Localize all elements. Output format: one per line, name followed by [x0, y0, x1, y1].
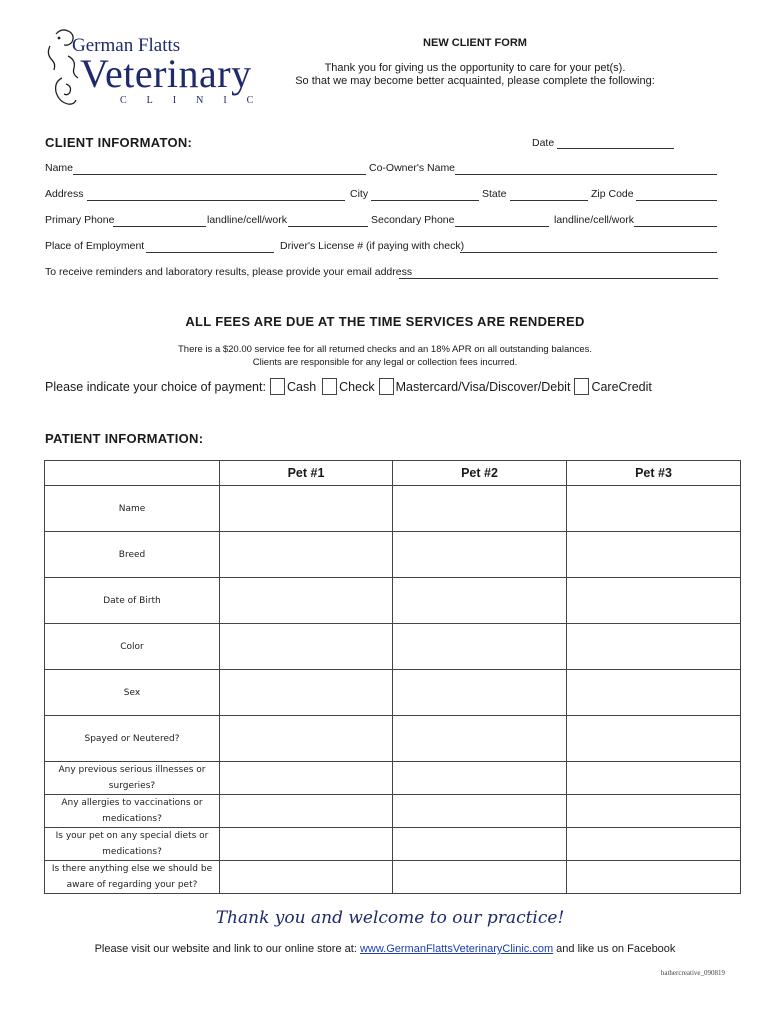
- payment-option-card: Mastercard/Visa/Discover/Debit: [395, 379, 571, 394]
- pet-1-color-cell[interactable]: [220, 624, 393, 670]
- visit-prefix: Please visit our website and link to our online store at:: [94, 943, 357, 955]
- pet-3-illnesses-cell[interactable]: [567, 762, 741, 795]
- intro-line-1: Thank you for giving us the opportunity to care for your pet(s).: [324, 62, 626, 74]
- table-row: [45, 828, 741, 861]
- pet-2-allergies-cell[interactable]: [393, 795, 567, 828]
- carecredit-checkbox[interactable]: [574, 378, 589, 395]
- zip-field[interactable]: [636, 200, 717, 201]
- row-label-spayed: Spayed or Neutered?: [45, 716, 220, 762]
- row-label-dob: Date of Birth: [45, 578, 220, 624]
- check-checkbox[interactable]: [322, 378, 337, 395]
- date-field[interactable]: [557, 148, 674, 149]
- secondary-phone-label: Secondary Phone: [371, 214, 455, 226]
- coowner-label: Co-Owner's Name: [369, 162, 456, 174]
- row-label-allergies: Any allergies to vaccinations or medications?: [45, 795, 220, 828]
- secondary-phone-field[interactable]: [455, 226, 549, 227]
- city-field[interactable]: [371, 200, 479, 201]
- website-link[interactable]: www.GermanFlattsVeterinaryClinic.com: [359, 943, 554, 955]
- pet-2-illnesses-cell[interactable]: [393, 762, 567, 795]
- table-header-row: [45, 461, 741, 486]
- fees-note-2: Clients are responsible for any legal or collection fees incurred.: [252, 357, 518, 368]
- pet-2-other-cell[interactable]: [393, 861, 567, 894]
- table-row: [45, 795, 741, 828]
- pet-2-spayed-cell[interactable]: [393, 716, 567, 762]
- employment-field[interactable]: [146, 252, 274, 253]
- employment-label: Place of Employment: [45, 240, 145, 252]
- date-label: Date: [532, 137, 555, 149]
- pet-3-spayed-cell[interactable]: [567, 716, 741, 762]
- pet-1-spayed-cell[interactable]: [220, 716, 393, 762]
- pet-1-sex-cell[interactable]: [220, 670, 393, 716]
- table-row: [45, 716, 741, 762]
- card-checkbox[interactable]: [379, 378, 394, 395]
- row-label-illnesses: Any previous serious illnesses or surgeries?: [45, 762, 220, 795]
- pet-3-diets-cell[interactable]: [567, 828, 741, 861]
- pet-1-other-cell[interactable]: [220, 861, 393, 894]
- city-label: City: [350, 188, 369, 200]
- primary-phone-type-field[interactable]: [288, 226, 368, 227]
- design-credit: hathercreative_090819: [660, 969, 725, 977]
- logo-text-line2: Veterinary: [80, 51, 252, 96]
- primary-phone-label: Primary Phone: [45, 214, 115, 226]
- state-label: State: [482, 188, 507, 200]
- patient-table: [44, 460, 741, 894]
- coowner-field[interactable]: [455, 174, 717, 175]
- payment-option-check: Check: [339, 379, 375, 394]
- table-row: [45, 624, 741, 670]
- pet-1-name-cell[interactable]: [220, 486, 393, 532]
- table-row: [45, 861, 741, 894]
- address-field[interactable]: [87, 200, 345, 201]
- license-field[interactable]: [460, 252, 717, 253]
- zip-label: Zip Code: [591, 188, 634, 200]
- state-field[interactable]: [510, 200, 588, 201]
- landline-label-1: landline/cell/work: [207, 214, 287, 226]
- thank-you-message: Thank you and welcome to our practice!: [215, 908, 565, 928]
- payment-option-carecredit: CareCredit: [591, 379, 652, 394]
- pet-3-breed-cell[interactable]: [567, 532, 741, 578]
- name-label: Name: [45, 162, 74, 174]
- pet-3-dob-cell[interactable]: [567, 578, 741, 624]
- pet-3-color-cell[interactable]: [567, 624, 741, 670]
- row-label-name: Name: [45, 486, 220, 532]
- logo-text-line3: CLINIC: [120, 95, 274, 106]
- payment-row: [45, 378, 652, 395]
- column-header-pet-3: Pet #3: [567, 461, 741, 486]
- payment-option-cash: Cash: [286, 379, 317, 394]
- logo-text-line1: German Flatts: [72, 35, 181, 56]
- primary-phone-field[interactable]: [113, 226, 206, 227]
- fees-note-1: There is a $20.00 service fee for all returned checks and an 18% APR on all outstanding balances.: [177, 344, 593, 355]
- row-label-other: Is there anything else we should be aware of regarding your pet?: [45, 861, 220, 894]
- landline-label-2: landline/cell/work: [554, 214, 634, 226]
- column-header-pet-2: Pet #2: [393, 461, 567, 486]
- fees-heading: ALL FEES ARE DUE AT THE TIME SERVICES ARE RENDERED: [185, 314, 585, 329]
- pet-2-sex-cell[interactable]: [393, 670, 567, 716]
- pet-2-name-cell[interactable]: [393, 486, 567, 532]
- pet-3-sex-cell[interactable]: [567, 670, 741, 716]
- license-label: Driver's License # (if paying with check): [280, 240, 465, 252]
- pet-1-breed-cell[interactable]: [220, 532, 393, 578]
- row-label-breed: Breed: [45, 532, 220, 578]
- pet-3-allergies-cell[interactable]: [567, 795, 741, 828]
- email-field[interactable]: [399, 278, 718, 279]
- table-row: [45, 578, 741, 624]
- pet-1-illnesses-cell[interactable]: [220, 762, 393, 795]
- row-label-color: Color: [45, 624, 220, 670]
- email-label: To receive reminders and laboratory results, please provide your email address: [45, 266, 413, 278]
- pet-3-name-cell[interactable]: [567, 486, 741, 532]
- cash-checkbox[interactable]: [270, 378, 285, 395]
- pet-2-diets-cell[interactable]: [393, 828, 567, 861]
- pet-2-dob-cell[interactable]: [393, 578, 567, 624]
- payment-prompt: Please indicate your choice of payment:: [45, 379, 266, 394]
- client-info-heading: CLIENT INFORMATON:: [45, 135, 193, 150]
- table-corner-cell: [45, 461, 220, 486]
- pet-1-allergies-cell[interactable]: [220, 795, 393, 828]
- table-row: [45, 532, 741, 578]
- visit-line: [60, 943, 710, 955]
- column-header-pet-1: Pet #1: [220, 461, 393, 486]
- pet-3-other-cell[interactable]: [567, 861, 741, 894]
- patient-info-heading: PATIENT INFORMATION:: [45, 431, 204, 446]
- table-row: [45, 486, 741, 532]
- intro-line-2: So that we may become better acquainted, please complete the following:: [295, 75, 655, 87]
- form-title: NEW CLIENT FORM: [423, 37, 527, 49]
- address-label: Address: [45, 188, 84, 200]
- table-row: [45, 670, 741, 716]
- pet-2-color-cell[interactable]: [393, 624, 567, 670]
- row-label-sex: Sex: [45, 670, 220, 716]
- visit-suffix: and like us on Facebook: [556, 943, 676, 955]
- secondary-phone-type-field[interactable]: [634, 226, 717, 227]
- table-row: [45, 762, 741, 795]
- row-label-diets: Is your pet on any special diets or medications?: [45, 828, 220, 861]
- pet-2-breed-cell[interactable]: [393, 532, 567, 578]
- name-field[interactable]: [73, 174, 366, 175]
- pet-1-diets-cell[interactable]: [220, 828, 393, 861]
- pet-1-dob-cell[interactable]: [220, 578, 393, 624]
